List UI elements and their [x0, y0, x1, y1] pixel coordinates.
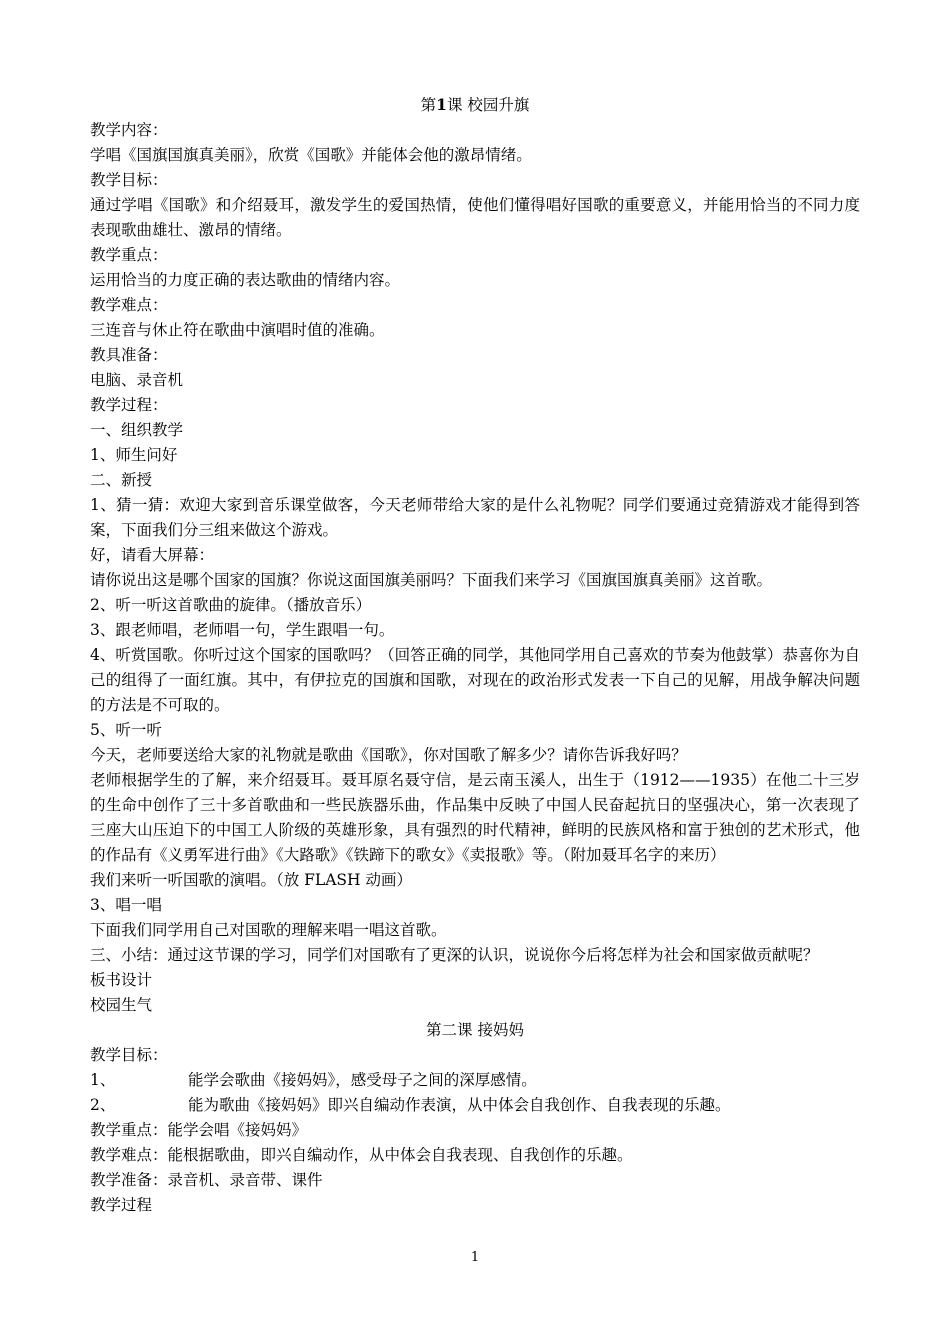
- paragraph: 通过学唱《国歌》和介绍聂耳，激发学生的爱国热情，使他们懂得唱好国歌的重要意义，并能用恰当的不同力度表现歌曲雄壮、激昂的情绪。: [90, 196, 860, 239]
- paragraph: 我们来听一听国歌的演唱。（放 FLASH 动画）: [90, 871, 412, 889]
- document-page: [90, 92, 860, 1218]
- paragraph: 一、组织教学: [90, 421, 184, 439]
- paragraph: 学唱《国旗国旗真美丽》，欣赏《国歌》并能体会他的激昂情绪。: [90, 146, 532, 164]
- paragraph: 5、听一听: [90, 721, 162, 739]
- paragraph: 今天，老师要送给大家的礼物就是歌曲《国歌》，你对国歌了解多少？请你告诉我好吗？: [90, 746, 687, 764]
- page-number: 1: [470, 1250, 480, 1265]
- paragraph: 教学过程: [90, 1196, 153, 1214]
- lesson1-title-pre: 第: [420, 96, 437, 114]
- lesson1-title: [90, 92, 860, 118]
- paragraph: 三连音与休止符在歌曲中演唱时值的准确。: [90, 321, 385, 339]
- paragraph: 教学难点：能根据歌曲，即兴自编动作，从中体会自我表现、自我创作的乐趣。: [90, 1146, 633, 1164]
- paragraph: 好，请看大屏幕：: [90, 546, 215, 564]
- paragraph: 教学内容：: [90, 121, 168, 139]
- paragraph: 教学目标：: [90, 1046, 168, 1064]
- paragraph: 三、小结：通过这节课的学习，同学们对国歌有了更深的认识，说说你今后将怎样为社会和国家做贡献呢？: [90, 946, 819, 964]
- paragraph: 1、师生问好: [90, 446, 178, 464]
- paragraph: 教学重点：: [90, 246, 168, 264]
- paragraph: 下面我们同学用自己对国歌的理解来唱一唱这首歌。: [90, 921, 447, 939]
- paragraph: 教学重点：能学会唱《接妈妈》: [90, 1121, 308, 1139]
- list-item-text: 能为歌曲《接妈妈》即兴自编动作表演，从中体会自我创作、自我表现的乐趣。: [188, 1096, 731, 1114]
- paragraph: 1、猜一猜：欢迎大家到音乐课堂做客，今天老师带给大家的是什么礼物呢？同学们要通过竞猜游戏才能得到答案，下面我们分三组来做这个游戏。: [90, 496, 860, 539]
- paragraph: 老师根据学生的了解，来介绍聂耳。聂耳原名聂守信，是云南玉溪人，出生于（1912——1935）在他二十三岁的生命中创作了三十多首歌曲和一些民族器乐曲，作品集中反映了中国人民奋起抗日的坚强决心，第一次表现了三座大山压迫下的中国工人阶级的英雄形象，具有强烈的时代精神，鲜明的民族风格和富于独创的艺术形式，他的作品有《义勇军进行曲》《大路歌》《铁蹄下的歌女》《卖报歌》等。（附加聂耳名字的来历）: [90, 771, 860, 864]
- paragraph: 3、唱一唱: [90, 896, 162, 914]
- paragraph: 运用恰当的力度正确的表达歌曲的情绪内容。: [90, 271, 401, 289]
- paragraph: 教学难点：: [90, 296, 168, 314]
- list-item: [90, 1068, 860, 1093]
- lesson1-title-post: 课 校园升旗: [446, 96, 530, 114]
- list-item-number: 1、: [90, 1071, 116, 1089]
- paragraph: 教学准备：录音机、录音带、课件: [90, 1171, 323, 1189]
- paragraph: 教学目标：: [90, 171, 168, 189]
- list-item-number: 2、: [90, 1096, 116, 1114]
- list-item-text: 能学会歌曲《接妈妈》，感受母子之间的深厚感情。: [188, 1071, 537, 1089]
- list-item: [90, 1093, 860, 1118]
- paragraph: 电脑、录音机: [90, 371, 184, 389]
- paragraph: 2、听一听这首歌曲的旋律。（播放音乐）: [90, 596, 372, 614]
- paragraph: 教具准备：: [90, 346, 168, 364]
- paragraph: 二、新授: [90, 471, 153, 489]
- lesson2-title: 第二课 接妈妈: [426, 1021, 524, 1039]
- lesson1-title-number: 1: [436, 95, 447, 114]
- paragraph: 校园生气: [90, 996, 153, 1014]
- paragraph: 请你说出这是哪个国家的国旗？你说这面国旗美丽吗？下面我们来学习《国旗国旗真美丽》这首歌。: [90, 571, 773, 589]
- paragraph: 4、听赏国歌。你听过这个国家的国歌吗？（回答正确的同学，其他同学用自己喜欢的节奏为他鼓掌）恭喜你为自己的组得了一面红旗。其中，有伊拉克的国旗和国歌，对现在的政治形式发表一下自己的见解，用战争解决问题的方法是不可取的。: [90, 646, 860, 714]
- paragraph: 3、跟老师唱，老师唱一句，学生跟唱一句。: [90, 621, 395, 639]
- paragraph: 板书设计: [90, 971, 153, 989]
- paragraph: 教学过程：: [90, 396, 168, 414]
